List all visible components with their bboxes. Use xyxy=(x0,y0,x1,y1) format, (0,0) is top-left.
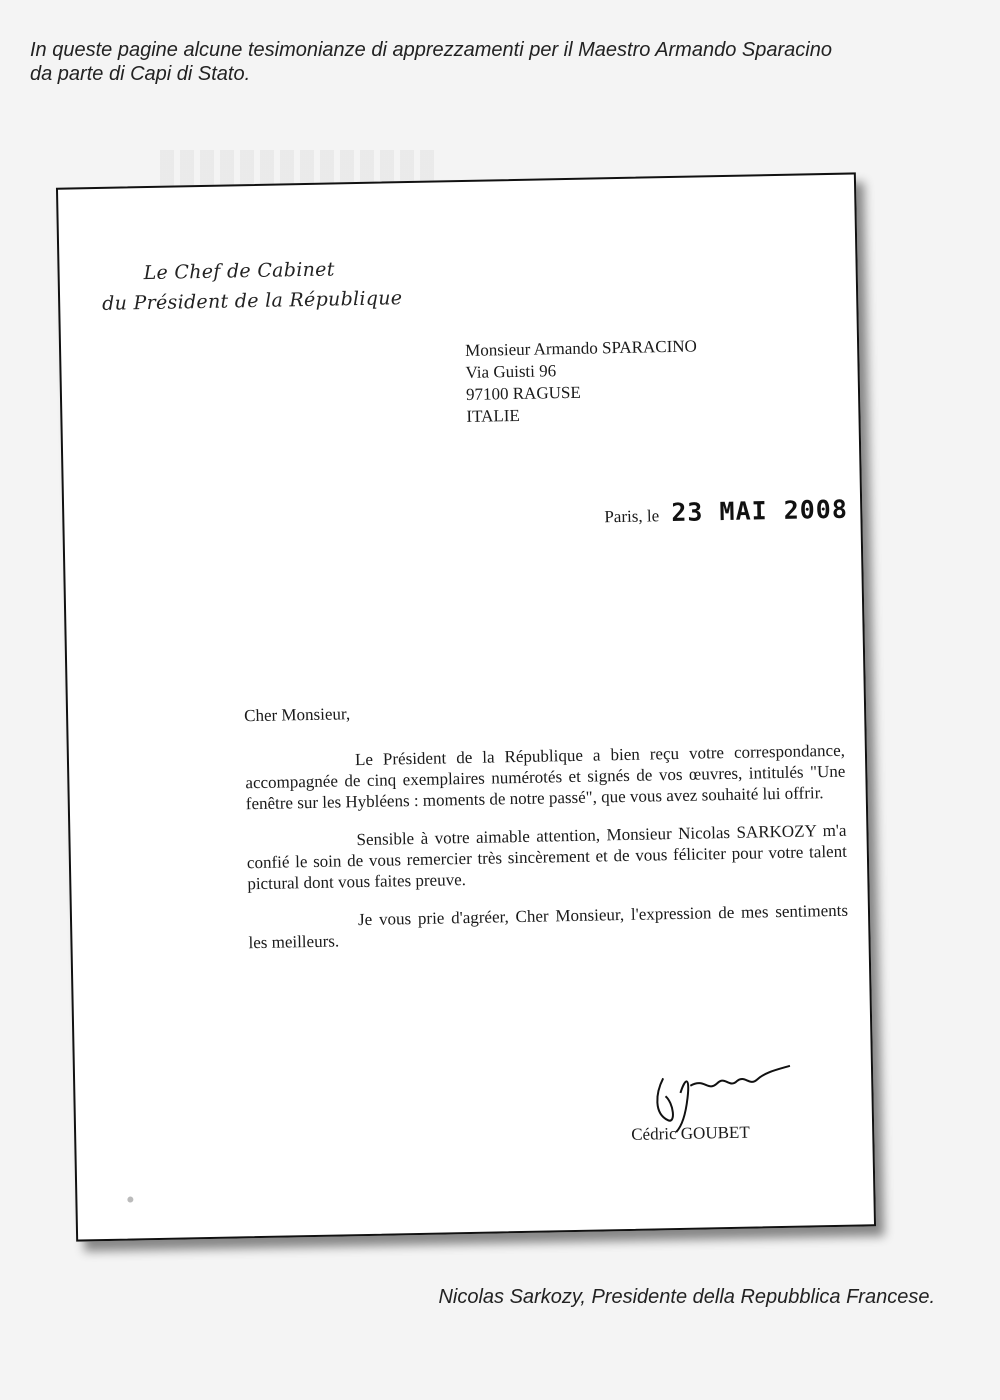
body-paragraph: Le Président de la République a bien reçu votre correspondance, accompagnée de cinq exemplaires numérotés et signés de vos œuvres, intitulés "Une fenêtre sur les Hybléens : moments de notre passé", que vous avez souhaité lui offrir. xyxy=(245,740,846,814)
letterhead xyxy=(101,253,402,319)
body-paragraph: Je vous prie d'agréer, Cher Monsieur, l'expression de mes sentiments les meilleurs. xyxy=(248,900,849,953)
salutation: Cher Monsieur, xyxy=(243,704,351,726)
recipient-country: ITALIE xyxy=(466,405,520,426)
body-paragraph: Sensible à votre aimable attention, Monsieur Nicolas SARKOZY m'a confié le soin de vous remercier très sincèrement et de vous féliciter pour votre talent pictural dont vous faites preuve. xyxy=(246,820,848,894)
recipient-street: Via Guisti 96 xyxy=(465,361,557,382)
date-place: Paris, le xyxy=(604,506,660,527)
caption-line-1: In queste pagine alcune tesimonianze di apprezzamenti per il Maestro Armando Sparacino xyxy=(30,39,832,61)
page-caption-top xyxy=(30,38,960,86)
letter-sheet xyxy=(56,172,876,1241)
date-stamp: 23 MAI 2008 xyxy=(671,494,849,528)
letterhead-subtitle: du Président de la République xyxy=(101,287,403,315)
signer-name: Cédric GOUBET xyxy=(631,1122,750,1144)
caption-line-2: da parte di Capi di Stato. xyxy=(30,63,251,85)
recipient-city: 97100 RAGUSE xyxy=(465,382,581,404)
recipient-address xyxy=(465,336,698,428)
recipient-name: Monsieur Armando SPARACINO xyxy=(464,336,698,360)
page-caption-bottom: Nicolas Sarkozy, Presidente della Repubblica Francese. xyxy=(438,1286,935,1308)
date-line xyxy=(604,495,848,529)
letterhead-title: Le Chef de Cabinet xyxy=(143,258,335,285)
paper-mark xyxy=(127,1196,133,1202)
letter-body xyxy=(245,740,849,970)
